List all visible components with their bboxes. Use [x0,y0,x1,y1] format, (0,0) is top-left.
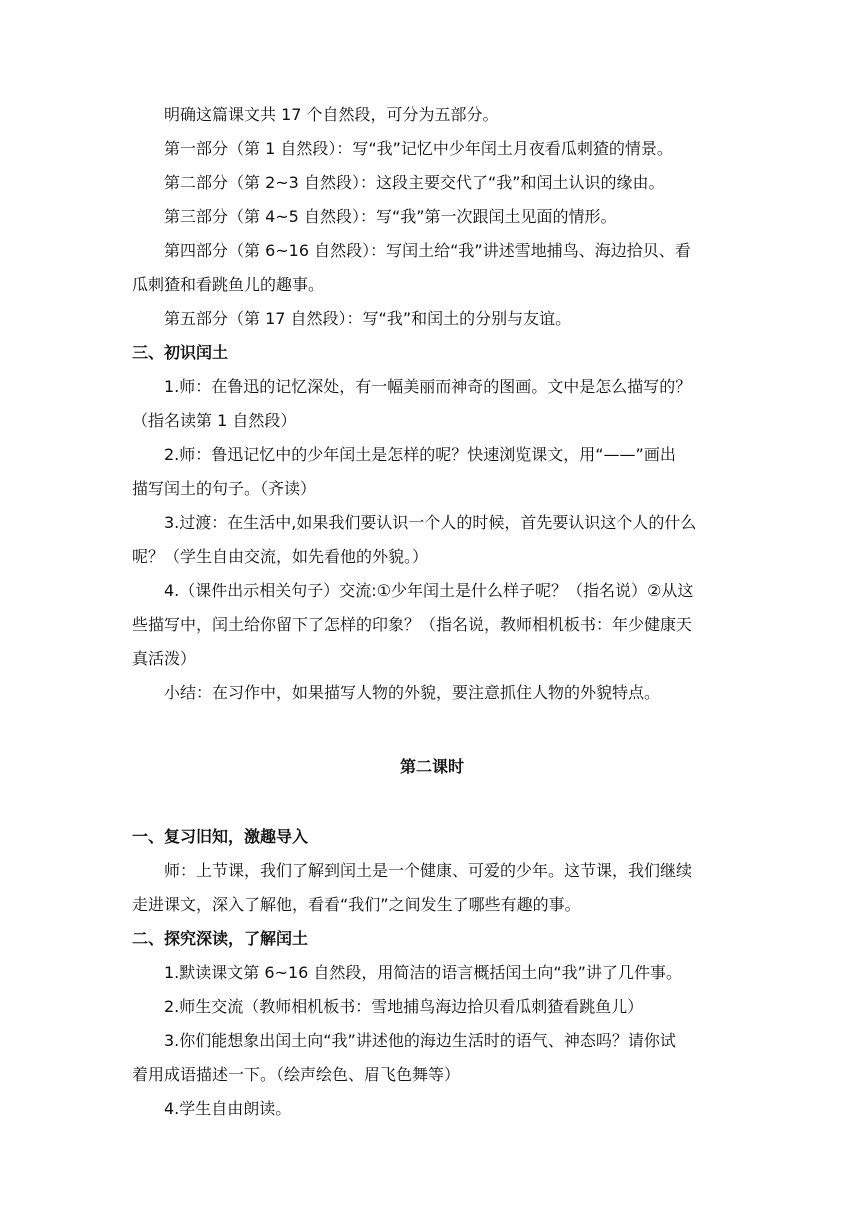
paragraph-line: 真活泼） [132,649,197,668]
paragraph-line: 第二部分（第 2~3 自然段）：这段主要交代了“我”和闰土认识的缘由。 [164,173,665,192]
spacer [132,710,732,750]
paragraph-line: 小结：在习作中，如果描写人物的外貌，要注意抓住人物的外貌特点。 [164,683,661,702]
paragraph-line: （指名读第 1 自然段） [132,411,297,430]
paragraph-line: 1.默读课文第 6~16 自然段，用简洁的语言概括闰土向“我”讲了几件事。 [164,963,682,982]
section-heading: 三、初识闰土 [132,343,229,362]
paragraph-line: 4.（课件出示相关句子）交流:①少年闰土是什么样子呢？（指名说）②从这 [164,581,694,600]
paragraph-line: 明确这篇课文共 17 个自然段，可分为五部分。 [164,105,499,124]
paragraph-line: 3.你们能想象出闰土向“我”讲述他的海边生活时的语气、神态吗？请你试 [164,1031,676,1050]
paragraph-line: 第五部分（第 17 自然段）：写“我”和闰土的分别与友谊。 [164,309,572,328]
section-title: 第二课时 [399,757,464,776]
paragraph-line: 第一部分（第 1 自然段）：写“我”记忆中少年闰土月夜看瓜刺猹的情景。 [164,139,673,158]
paragraph-line: 1.师：在鲁迅的记忆深处，有一幅美丽而神奇的图画。文中是怎么描写的？ [164,377,692,396]
paragraph-line: 4.学生自由朗读。 [164,1099,292,1118]
paragraph-line: 2.师生交流（教师相机板书：雪地捕鸟海边拾贝看瓜刺猹看跳鱼儿） [164,997,644,1016]
paragraph-line: 瓜刺猹和看跳鱼儿的趣事。 [132,275,325,294]
section-heading: 二、探究深读，了解闰土 [132,929,309,948]
paragraph-line: 第四部分（第 6~16 自然段）：写闰土给“我”讲述雪地捕鸟、海边拾贝、看 [164,241,691,260]
paragraph-line: 呢？（学生自由交流，如先看他的外貌。） [132,547,429,566]
paragraph-line: 第三部分（第 4~5 自然段）：写“我”第一次跟闰土见面的情形。 [164,207,617,226]
paragraph-line: 走进课文，深入了解他，看看“我们”之间发生了哪些有趣的事。 [132,895,581,914]
paragraph-line: 些描写中，闰土给你留下了怎样的印象？（指名说，教师相机板书：年少健康天 [132,615,693,634]
section-heading: 一、复习旧知，激趣导入 [132,827,309,846]
paragraph-line: 描写闰土的句子。（齐读） [132,479,317,498]
paragraph-line: 2.师：鲁迅记忆中的少年闰土是怎样的呢？快速浏览课文，用“——”画出 [164,445,676,464]
spacer [132,784,732,820]
document-page [132,98,732,1126]
paragraph-line: 师：上节课，我们了解到闰土是一个健康、可爱的少年。这节课，我们继续 [164,861,693,880]
paragraph-line: 着用成语描述一下。（绘声绘色、眉飞色舞等） [132,1065,461,1084]
paragraph-line: 3.过渡：在生活中,如果我们要认识一个人的时候，首先要认识这个人的什么 [164,513,697,532]
